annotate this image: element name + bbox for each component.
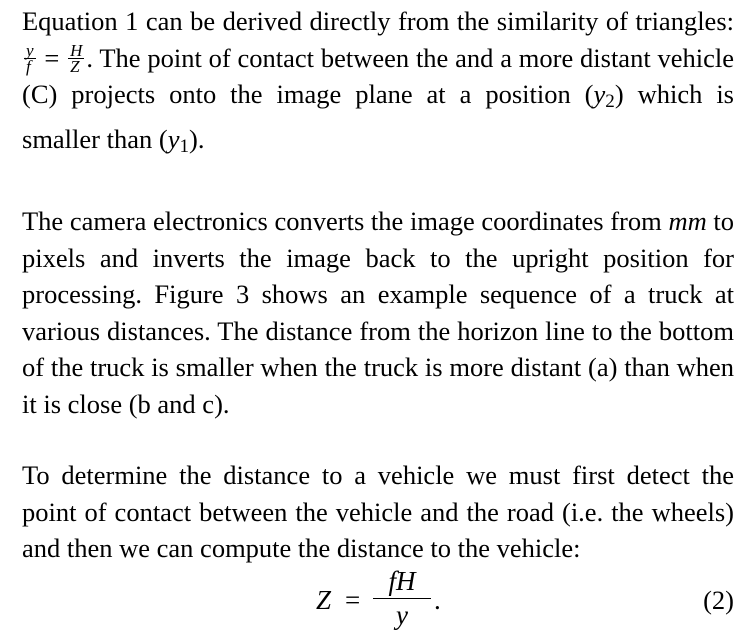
unit-mm: mm [668, 206, 707, 237]
variable-symbol: y [593, 79, 606, 109]
equation-fraction [373, 566, 431, 631]
paragraph-1-text-d: ). [189, 123, 205, 154]
equation-equals: = [345, 585, 361, 615]
paragraph-1-text-b: . The point of contact between the and a more distant vehicle (C) projects onto the image plane at a position ( [22, 42, 735, 109]
fraction-numerator: H [70, 40, 83, 60]
equation-denominator: y [396, 600, 408, 630]
paragraph-distance-determination [22, 457, 734, 567]
paragraph-equation-derivation [22, 3, 734, 165]
paragraph-1-text-c: ) which is smaller than ( [22, 79, 734, 154]
fraction-y-over-f [24, 40, 36, 76]
fraction-h-over-z [68, 40, 84, 76]
variable-subscript: 1 [179, 135, 190, 157]
document-page [22, 0, 735, 630]
fraction-denominator: f [26, 56, 31, 76]
equation-lhs: Z [316, 585, 332, 615]
equation-period: . [434, 585, 441, 615]
equation-numerator: fH [373, 566, 431, 599]
variable-y1 [167, 123, 190, 157]
paragraph-2-text-a: The camera electronics converts the image coordinates from [22, 206, 662, 237]
paragraph-3-text: To determine the distance to a vehicle we must first detect the point of contact between the vehicle and the road (i.e. the wheels) and then we can compute the distance to the vehicle: [22, 460, 734, 564]
variable-symbol: y [167, 123, 180, 154]
paragraph-camera-electronics [22, 203, 734, 422]
fraction-denominator: Z [70, 56, 80, 76]
paragraph-2-text-b: to pixels and inverts the image back to the upright position for processing. Figure 3 shows an example sequence of a truck at various distances. The distance from the horizon line to the bottom of the truck is smaller when the truck is more distant (a) than when it is close (b and c). [22, 206, 735, 419]
fraction-numerator: y [26, 40, 34, 60]
equation-2 [22, 552, 734, 644]
equation-number: (2) [703, 585, 734, 615]
equals-sign: = [44, 42, 60, 73]
variable-subscript: 2 [605, 91, 615, 113]
variable-y2 [593, 79, 615, 113]
paragraph-1-text-a: Equation 1 can be derived directly from the similarity of triangles: [22, 6, 734, 36]
